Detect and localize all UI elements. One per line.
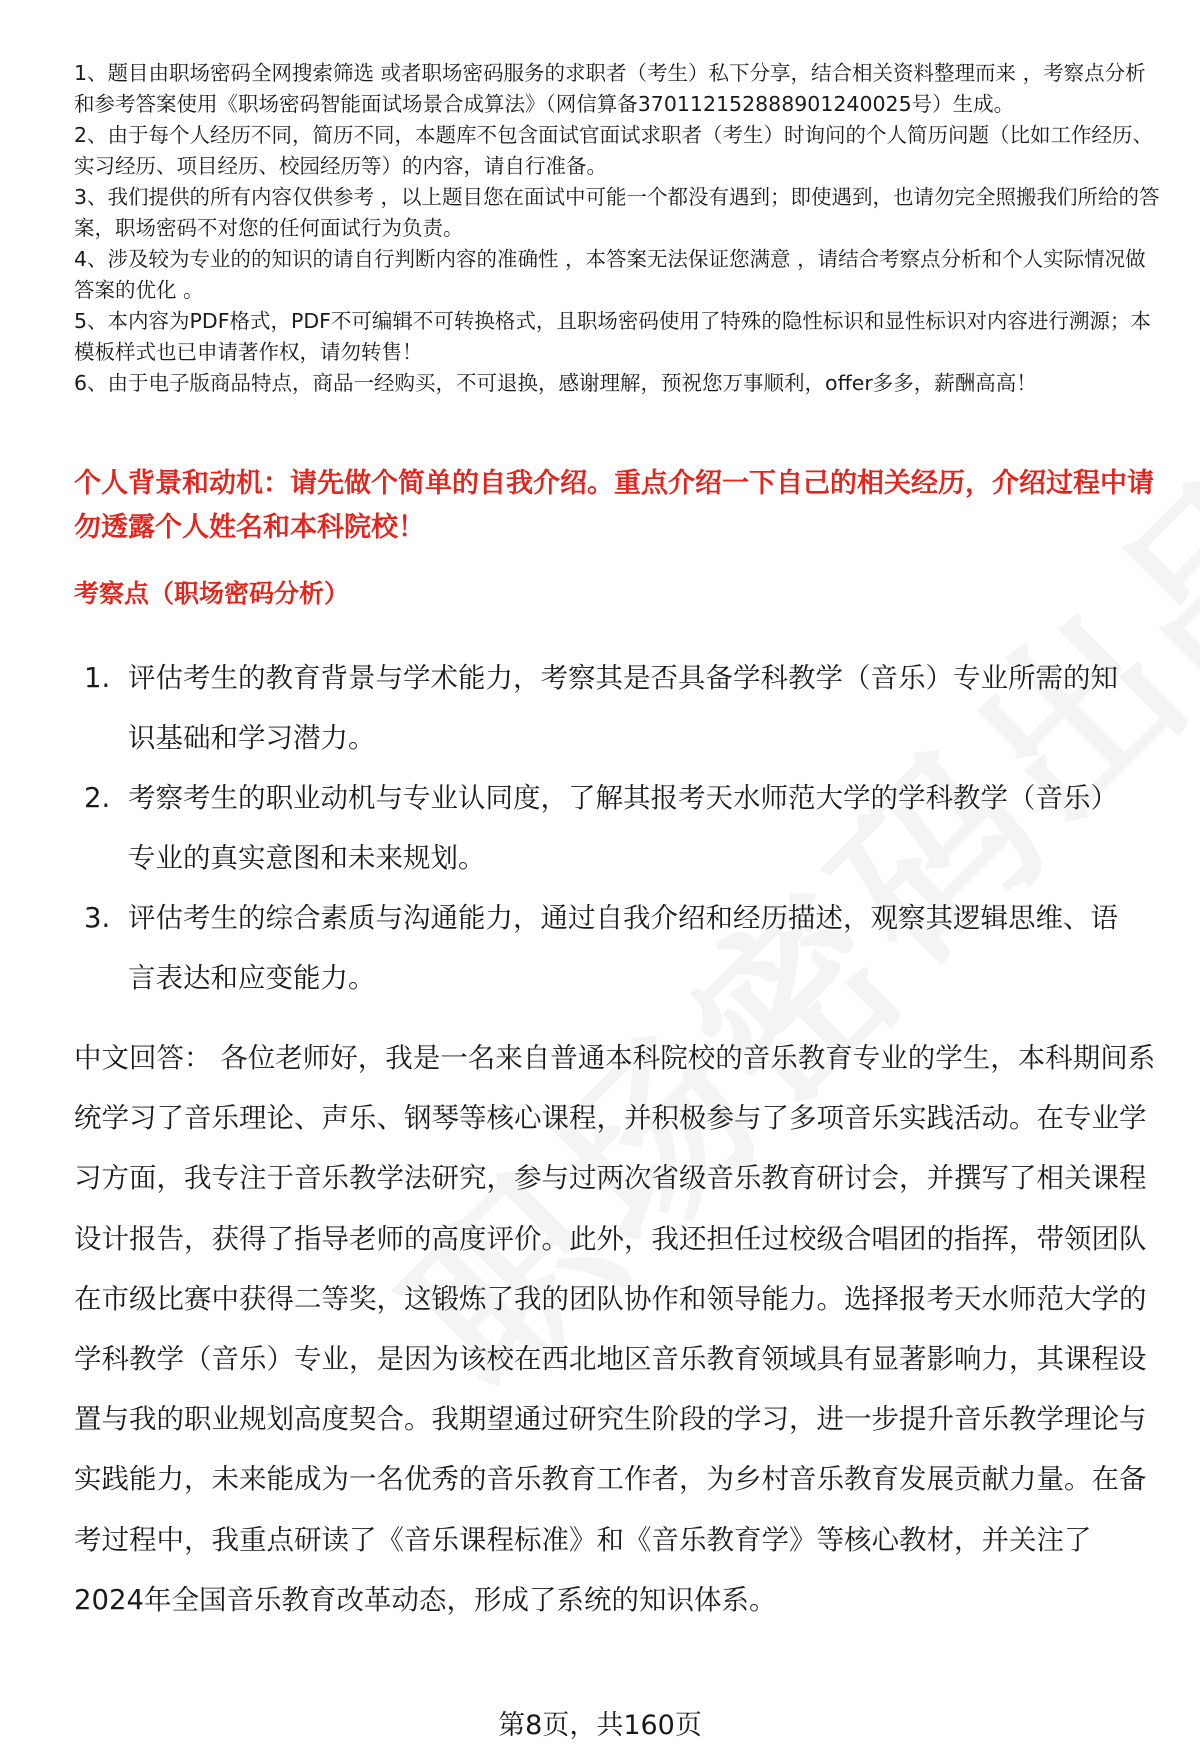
notice-block [74,58,1160,399]
analysis-points [84,648,1144,1008]
page-footer: 第8页，共160页 [498,1710,702,1741]
analysis-point [84,888,1144,1008]
analysis-point [84,768,1144,888]
point-text: 考察考生的职业动机与专业认同度，了解其报考天水师范大学的学科教学（音乐）专业的真实意图和未来规划。 [128,782,1118,874]
point-text: 评估考生的综合素质与沟通能力，通过自我介绍和经历描述，观察其逻辑思维、语言表达和应变能力。 [128,902,1118,994]
answer-text: 中文回答： 各位老师好，我是一名来自普通本科院校的音乐教育专业的学生，本科期间系统学习了音乐理论、声乐、钢琴等核心课程，并积极参与了多项音乐实践活动。在专业学习方面，我专注于音乐教学法研究，参与过两次省级音乐教育研讨会，并撰写了相关课程设计报告，获得了指导老师的高度评价。此外，我还担任过校级合唱团的指挥，带领团队在市级比赛中获得二等奖，这锻炼了我的团队协作和领导能力。选择报考天水师范大学的学科教学（音乐）专业，是因为该校在西北地区音乐教育领域具有显著影响力，其课程设置与我的职业规划高度契合。我期望通过研究生阶段的学习，进一步提升音乐教学理论与实践能力，未来能成为一名优秀的音乐教育工作者，为乡村音乐教育发展贡献力量。在备考过程中，我重点研读了《音乐课程标准》和《音乐教育学》等核心教材，并关注了2024年全国音乐教育改革动态，形成了系统的知识体系。 [74,1042,1156,1616]
analysis-heading: 考察点（职场密码分析） [74,579,350,608]
analysis-point [84,648,1144,768]
notice-item: 1、题目由职场密码全网搜索筛选 或者职场密码服务的求职者（考生）私下分享，结合相关资料整理而来 ，考察点分析和参考答案使用《职场密码智能面试场景合成算法》（网信算备370112152888901240025号）生成。 [74,61,1146,116]
notice-item: 3、我们提供的所有内容仅供参考 ，以上题目您在面试中可能一个都没有遇到；即使遇到，也请勿完全照搬我们所给的答案，职场密码不对您的任何面试行为负责。 [74,185,1160,240]
point-number: 1. [84,662,111,694]
notice-item: 5、本内容为PDF格式，PDF不可编辑不可转换格式，且职场密码使用了特殊的隐性标识和显性标识对内容进行溯源；本模板样式也已申请著作权，请勿转售！ [74,309,1151,364]
notice-item: 6、由于电子版商品特点，商品一经购买，不可退换，感谢理解，预祝您万事顺利，offer多多，薪酬高高！ [74,371,1037,395]
point-number: 3. [84,902,111,934]
point-number: 2. [84,782,111,814]
point-text: 评估考生的教育背景与学术能力，考察其是否具备学科教学（音乐）专业所需的知识基础和学习潜力。 [128,662,1118,754]
question-title: 个人背景和动机：请先做个简单的自我介绍。重点介绍一下自己的相关经历，介绍过程中请勿透露个人姓名和本科院校！ [74,468,1154,543]
notice-item: 4、涉及较为专业的的知识的请自行判断内容的准确性 ，本答案无法保证您满意 ，请结合考察点分析和个人实际情况做答案的优化 。 [74,247,1146,302]
notice-item: 2、由于每个人经历不同，简历不同，本题库不包含面试官面试求职者（考生）时询问的个人简历问题（比如工作经历、实习经历、项目经历、校园经历等）的内容，请自行准备。 [74,123,1154,178]
